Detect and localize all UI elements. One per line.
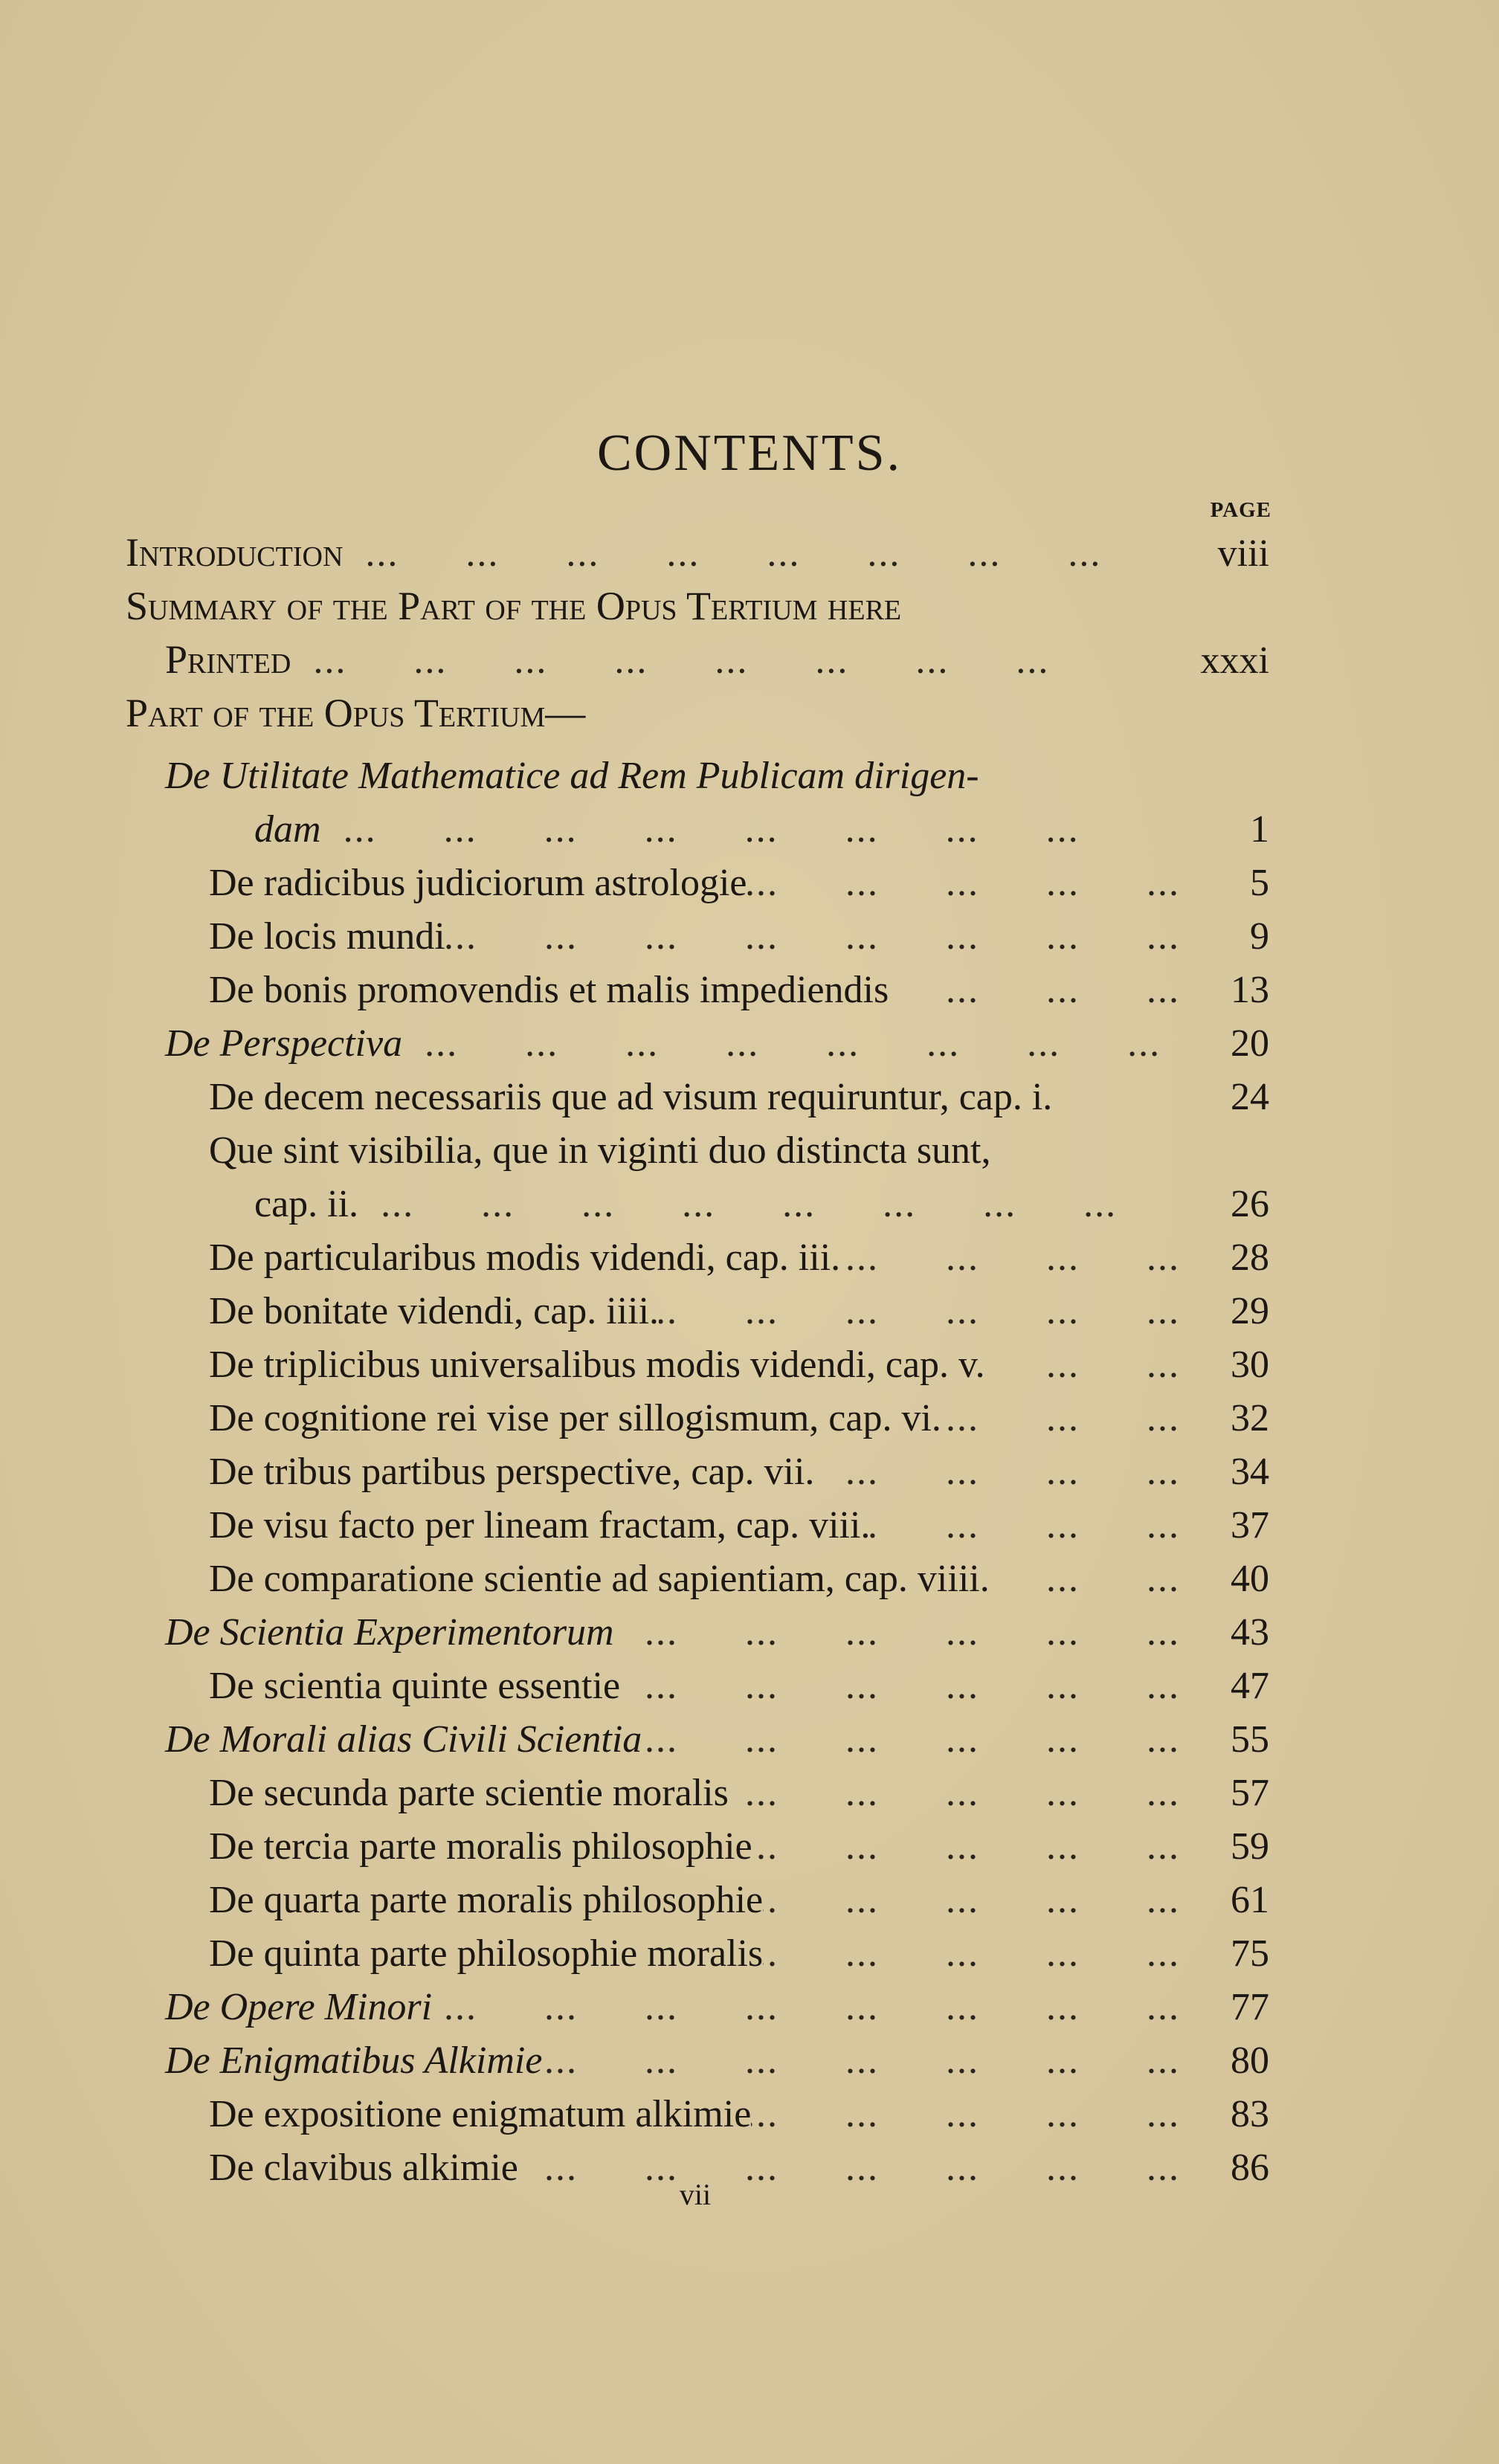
page-column-label: PAGE (1210, 498, 1271, 522)
toc-entry-title: De locis mundi (209, 915, 445, 958)
toc-entry (126, 2039, 1269, 2092)
toc-entry-title: De Scientia Experimentorum (165, 1611, 614, 1654)
toc-entry-title: De expositione enigmatum alkimie (209, 2093, 752, 2135)
dot-leader (620, 1664, 1180, 1708)
toc-entry (126, 1450, 1269, 1503)
toc-entry-title: De cognitione rei vise per sillogismum, cap. vi. (209, 1397, 941, 1439)
toc-entry (126, 1878, 1269, 1932)
toc-entry-page: 59 (1231, 1825, 1269, 1868)
toc-entry (126, 754, 1269, 807)
toc-entry-page: 5 (1250, 862, 1269, 904)
toc-entry-title: De bonis promovendis et malis impediendis (209, 969, 889, 1011)
dot-leader (752, 1825, 1180, 1868)
toc-entry (126, 690, 1269, 744)
dot-leader (763, 1932, 1180, 1976)
dot-leader (814, 1450, 1180, 1494)
toc-entry-title: De clavibus alkimie (209, 2147, 518, 2189)
toc-entry-page: 75 (1231, 1932, 1269, 1975)
dot-leader (763, 1878, 1180, 1922)
toc-entry-title: De radicibus judiciorum astrologie (209, 862, 747, 904)
toc-entry-page: 55 (1231, 1718, 1269, 1761)
toc-entry (126, 1610, 1269, 1664)
toc-entry-page: 47 (1231, 1665, 1269, 1707)
toc-entry-page: 86 (1231, 2147, 1269, 2189)
toc-entry-title: De quinta parte philosophie moralis (209, 1932, 764, 1975)
table-of-contents (126, 529, 1269, 2199)
dot-leader (941, 1396, 1180, 1440)
toc-entry-title: Introduction (126, 530, 344, 575)
toc-entry-page: 28 (1231, 1236, 1269, 1279)
toc-entry-page: 61 (1231, 1879, 1269, 1921)
toc-entry (126, 583, 1269, 636)
toc-entry (126, 1985, 1269, 2039)
toc-entry (126, 1503, 1269, 1557)
dot-leader (729, 1771, 1180, 1815)
toc-entry-page: 9 (1250, 915, 1269, 958)
toc-entry-title: De visu facto per lineam fractam, cap. viii. (209, 1504, 871, 1547)
toc-entry-page: 57 (1231, 1772, 1269, 1814)
toc-entry-title: De Morali alias Civili Scientia (165, 1718, 642, 1761)
toc-entry-title: Summary of the Part of the Opus Tertium here (126, 584, 902, 628)
dot-leader (321, 807, 1180, 851)
toc-entry-page: 34 (1231, 1451, 1269, 1493)
toc-entry (126, 1396, 1269, 1450)
dot-leader (642, 1718, 1180, 1761)
dot-leader (990, 1557, 1180, 1601)
toc-entry-page: 29 (1231, 1290, 1269, 1332)
toc-entry (126, 1289, 1269, 1343)
toc-entry-title: De bonitate videndi, cap. iiii. (209, 1290, 660, 1332)
toc-entry-title: De scientia quinte essentie (209, 1665, 621, 1707)
toc-entry (126, 1022, 1269, 1075)
toc-entry-title: Part of the Opus Tertium— (126, 691, 586, 735)
toc-entry-page: 20 (1231, 1022, 1269, 1065)
toc-entry (126, 1771, 1269, 1825)
toc-entry-title: De Utilitate Mathematice ad Rem Publicam dirigen- (165, 755, 979, 797)
dot-leader (985, 1343, 1180, 1387)
toc-entry-title: cap. ii. (254, 1183, 359, 1225)
toc-entry-page: 24 (1231, 1076, 1269, 1118)
toc-entry-page: 83 (1231, 2093, 1269, 2135)
toc-entry-title: De triplicibus universalibus modis videndi, cap. v. (209, 1344, 985, 1386)
toc-entry-title: Printed (165, 637, 291, 682)
toc-entry (126, 1182, 1269, 1236)
toc-entry-page: 1 (1250, 808, 1269, 851)
toc-entry-page: 32 (1231, 1397, 1269, 1439)
toc-entry-title: De Perspectiva (165, 1022, 403, 1065)
toc-entry (126, 915, 1269, 968)
toc-entry-title: De particularibus modis videndi, cap. iii. (209, 1236, 841, 1279)
toc-entry (126, 1343, 1269, 1396)
toc-entry (126, 1557, 1269, 1610)
dot-leader (751, 2092, 1180, 2136)
toc-entry-title: De tercia parte moralis philosophie (209, 1825, 752, 1868)
toc-entry-title: dam (254, 808, 321, 851)
toc-entry (126, 861, 1269, 915)
dot-leader (402, 1022, 1180, 1065)
toc-entry-title: De Enigmatibus Alkimie (165, 2039, 543, 2082)
toc-entry-title: De comparatione scientie ad sapientiam, cap. viiii. (209, 1558, 990, 1600)
toc-entry (126, 1932, 1269, 1985)
toc-entry-title: De Opere Minori (165, 1986, 433, 2028)
toc-entry (126, 1129, 1269, 1182)
toc-entry-page: 77 (1231, 1986, 1269, 2028)
dot-leader (445, 915, 1180, 958)
toc-entry (126, 1664, 1269, 1718)
toc-entry-page: 37 (1231, 1504, 1269, 1547)
toc-entry-page: 13 (1231, 969, 1269, 1011)
toc-entry-page: 30 (1231, 1344, 1269, 1386)
toc-entry (126, 2092, 1269, 2146)
toc-entry (126, 1718, 1269, 1771)
toc-entry (126, 807, 1269, 861)
dot-leader (614, 1610, 1180, 1654)
toc-entry-page: 43 (1231, 1611, 1269, 1654)
toc-entry (126, 1825, 1269, 1878)
toc-entry-title: De secunda parte scientie moralis (209, 1772, 729, 1814)
dot-leader (343, 532, 1180, 575)
toc-entry (126, 529, 1269, 583)
toc-entry-title: Que sint visibilia, que in viginti duo distincta sunt, (209, 1129, 991, 1172)
dot-leader (747, 861, 1180, 905)
dot-leader (432, 1985, 1180, 2029)
dot-leader (889, 968, 1180, 1012)
toc-entry (126, 968, 1269, 1022)
toc-entry-title: De decem necessariis que ad visum requiruntur, cap. i. (209, 1076, 1053, 1118)
dot-leader (870, 1503, 1180, 1547)
page-number-footer: vii (679, 2178, 712, 2211)
toc-entry-page: 80 (1231, 2039, 1269, 2082)
toc-entry (126, 1075, 1269, 1129)
dot-leader (358, 1182, 1180, 1226)
dot-leader (840, 1236, 1180, 1280)
toc-entry-page: viii (1217, 532, 1269, 575)
dot-leader (291, 639, 1180, 683)
dot-leader (659, 1289, 1180, 1333)
toc-entry-title: De quarta parte moralis philosophie (209, 1879, 764, 1921)
toc-entry-page: xxxi (1200, 639, 1269, 682)
toc-entry-page: 40 (1231, 1558, 1269, 1600)
toc-entry-title: De tribus partibus perspective, cap. vii. (209, 1451, 815, 1493)
toc-entry (126, 636, 1269, 690)
contents-heading: CONTENTS. (596, 425, 903, 482)
dot-leader (542, 2039, 1180, 2083)
toc-entry (126, 1236, 1269, 1289)
toc-entry-page: 26 (1231, 1183, 1269, 1225)
